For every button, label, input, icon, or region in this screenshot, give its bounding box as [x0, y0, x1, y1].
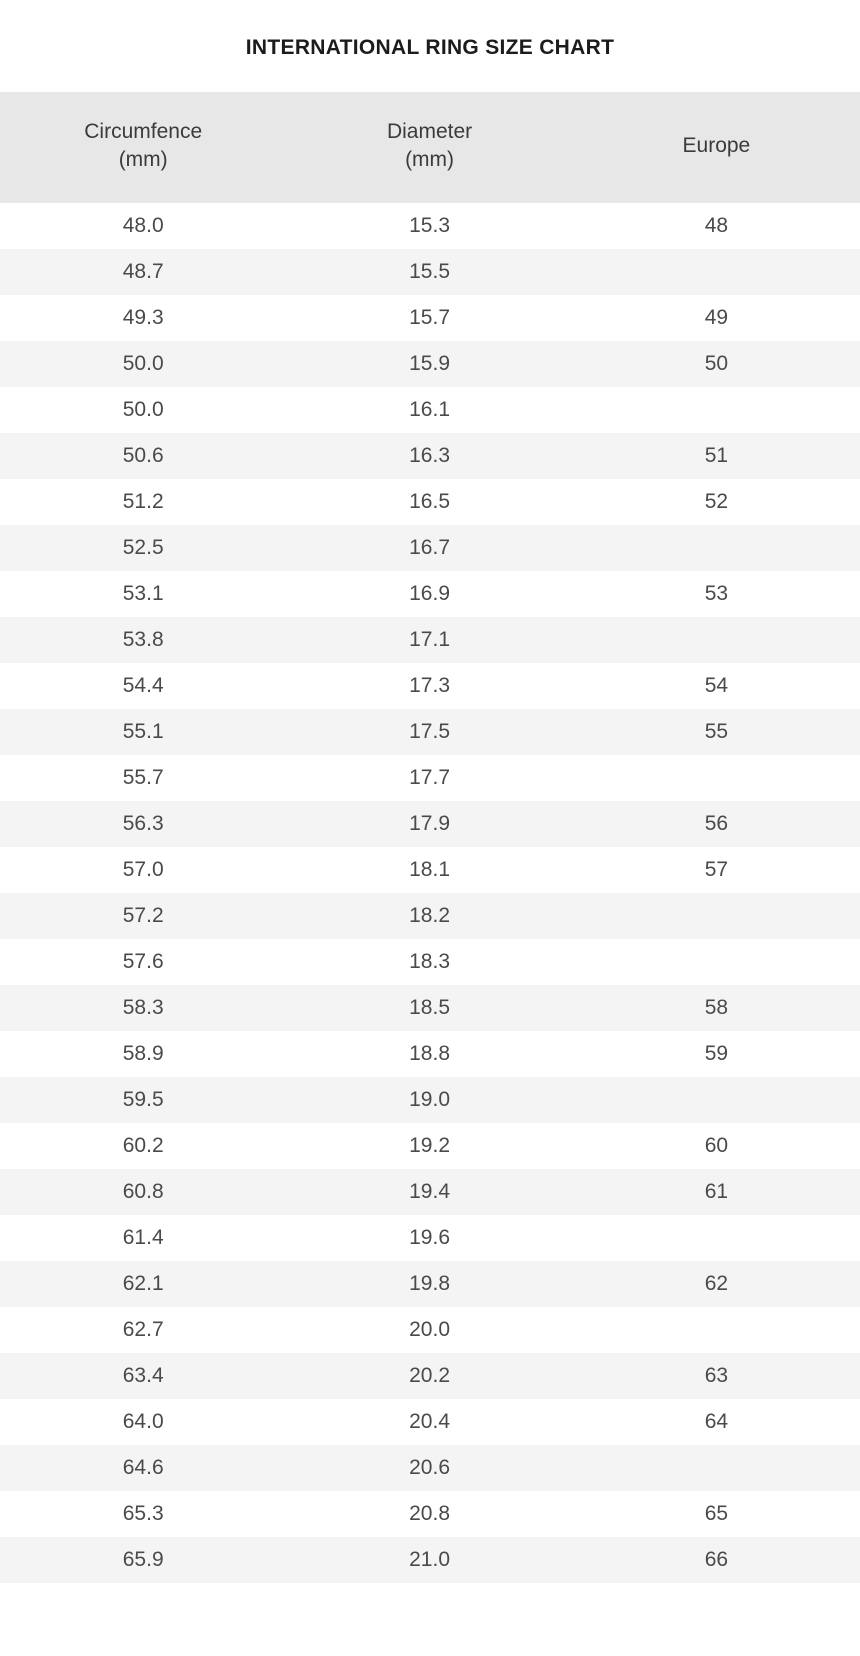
table-row: [0, 1031, 860, 1077]
table-row: [0, 295, 860, 341]
table-row: [0, 341, 860, 387]
cell-diameter: 19.4: [286, 1169, 572, 1215]
table-row: [0, 1169, 860, 1215]
cell-diameter: 15.5: [286, 249, 572, 295]
cell-europe: [573, 893, 860, 939]
cell-circumference: 56.3: [0, 801, 286, 847]
cell-europe: [573, 387, 860, 433]
column-header-europe-label: Europe: [682, 134, 751, 158]
cell-diameter: 16.1: [286, 387, 572, 433]
cell-europe: 51: [573, 433, 860, 479]
cell-diameter: 17.7: [286, 755, 572, 801]
cell-circumference: 55.7: [0, 755, 286, 801]
cell-europe: 59: [573, 1031, 860, 1077]
cell-circumference: 65.9: [0, 1537, 286, 1583]
cell-circumference: 62.7: [0, 1307, 286, 1353]
table-row: [0, 433, 860, 479]
cell-europe: 50: [573, 341, 860, 387]
cell-circumference: 64.6: [0, 1445, 286, 1491]
cell-circumference: 49.3: [0, 295, 286, 341]
cell-circumference: 52.5: [0, 525, 286, 571]
cell-circumference: 57.6: [0, 939, 286, 985]
cell-europe: 58: [573, 985, 860, 1031]
cell-diameter: 15.9: [286, 341, 572, 387]
table-row: [0, 709, 860, 755]
cell-diameter: 20.4: [286, 1399, 572, 1445]
ring-size-table: [0, 92, 860, 1583]
cell-circumference: 50.0: [0, 341, 286, 387]
table-row: [0, 387, 860, 433]
cell-circumference: 59.5: [0, 1077, 286, 1123]
column-header-circumference: [0, 92, 286, 203]
cell-circumference: 50.6: [0, 433, 286, 479]
cell-diameter: 17.5: [286, 709, 572, 755]
table-row: [0, 847, 860, 893]
cell-diameter: 17.9: [286, 801, 572, 847]
cell-europe: 60: [573, 1123, 860, 1169]
cell-circumference: 60.2: [0, 1123, 286, 1169]
table-header-row: [0, 92, 860, 203]
cell-diameter: 18.5: [286, 985, 572, 1031]
cell-circumference: 54.4: [0, 663, 286, 709]
cell-circumference: 65.3: [0, 1491, 286, 1537]
cell-diameter: 19.8: [286, 1261, 572, 1307]
cell-circumference: 55.1: [0, 709, 286, 755]
cell-diameter: 18.1: [286, 847, 572, 893]
column-header-diameter-unit: (mm): [405, 148, 455, 172]
cell-circumference: 58.9: [0, 1031, 286, 1077]
table-row: [0, 755, 860, 801]
cell-circumference: 53.8: [0, 617, 286, 663]
cell-diameter: 20.6: [286, 1445, 572, 1491]
cell-europe: [573, 617, 860, 663]
table-row: [0, 985, 860, 1031]
column-header-circumference-unit: (mm): [118, 148, 168, 172]
cell-europe: [573, 525, 860, 571]
cell-circumference: 63.4: [0, 1353, 286, 1399]
cell-europe: 55: [573, 709, 860, 755]
table-row: [0, 1491, 860, 1537]
column-header-diameter: [286, 92, 572, 203]
column-header-diameter-label: Diameter: [386, 120, 473, 143]
column-header-europe: [573, 92, 860, 203]
cell-diameter: 16.5: [286, 479, 572, 525]
cell-diameter: 16.7: [286, 525, 572, 571]
cell-europe: 56: [573, 801, 860, 847]
cell-europe: 63: [573, 1353, 860, 1399]
cell-europe: 61: [573, 1169, 860, 1215]
cell-europe: 52: [573, 479, 860, 525]
page-title: INTERNATIONAL RING SIZE CHART: [245, 36, 615, 59]
cell-diameter: 18.2: [286, 893, 572, 939]
table-row: [0, 893, 860, 939]
table-row: [0, 1399, 860, 1445]
cell-diameter: 21.0: [286, 1537, 572, 1583]
cell-circumference: 64.0: [0, 1399, 286, 1445]
cell-europe: [573, 1445, 860, 1491]
cell-diameter: 19.2: [286, 1123, 572, 1169]
table-row: [0, 1123, 860, 1169]
table-row: [0, 571, 860, 617]
cell-diameter: 17.3: [286, 663, 572, 709]
table-row: [0, 203, 860, 249]
cell-diameter: 18.3: [286, 939, 572, 985]
cell-diameter: 15.7: [286, 295, 572, 341]
cell-diameter: 19.0: [286, 1077, 572, 1123]
cell-diameter: 16.9: [286, 571, 572, 617]
table-row: [0, 1445, 860, 1491]
cell-diameter: 15.3: [286, 203, 572, 249]
table-row: [0, 939, 860, 985]
cell-europe: 57: [573, 847, 860, 893]
cell-diameter: 20.8: [286, 1491, 572, 1537]
cell-diameter: 20.2: [286, 1353, 572, 1399]
column-header-circumference-label: Circumfence: [84, 120, 203, 143]
cell-circumference: 60.8: [0, 1169, 286, 1215]
cell-europe: 54: [573, 663, 860, 709]
cell-europe: 65: [573, 1491, 860, 1537]
table-body: [0, 203, 860, 1583]
cell-europe: [573, 755, 860, 801]
table-row: [0, 1261, 860, 1307]
cell-europe: 49: [573, 295, 860, 341]
cell-circumference: 53.1: [0, 571, 286, 617]
cell-europe: [573, 1077, 860, 1123]
cell-diameter: 16.3: [286, 433, 572, 479]
cell-circumference: 50.0: [0, 387, 286, 433]
cell-europe: 53: [573, 571, 860, 617]
table-row: [0, 1537, 860, 1583]
table-row: [0, 479, 860, 525]
table-row: [0, 1215, 860, 1261]
cell-circumference: 58.3: [0, 985, 286, 1031]
table-row: [0, 663, 860, 709]
table-row: [0, 801, 860, 847]
cell-europe: [573, 249, 860, 295]
cell-europe: [573, 939, 860, 985]
cell-diameter: 18.8: [286, 1031, 572, 1077]
cell-circumference: 61.4: [0, 1215, 286, 1261]
table-row: [0, 525, 860, 571]
cell-diameter: 20.0: [286, 1307, 572, 1353]
cell-diameter: 17.1: [286, 617, 572, 663]
table-row: [0, 1077, 860, 1123]
cell-europe: 64: [573, 1399, 860, 1445]
cell-europe: 48: [573, 203, 860, 249]
table-row: [0, 1353, 860, 1399]
cell-europe: 66: [573, 1537, 860, 1583]
table-row: [0, 617, 860, 663]
cell-circumference: 57.2: [0, 893, 286, 939]
cell-circumference: 51.2: [0, 479, 286, 525]
table-row: [0, 249, 860, 295]
cell-europe: 62: [573, 1261, 860, 1307]
cell-diameter: 19.6: [286, 1215, 572, 1261]
cell-circumference: 57.0: [0, 847, 286, 893]
cell-europe: [573, 1215, 860, 1261]
table-row: [0, 1307, 860, 1353]
cell-circumference: 48.7: [0, 249, 286, 295]
cell-europe: [573, 1307, 860, 1353]
table-header: [0, 92, 860, 203]
cell-circumference: 48.0: [0, 203, 286, 249]
cell-circumference: 62.1: [0, 1261, 286, 1307]
